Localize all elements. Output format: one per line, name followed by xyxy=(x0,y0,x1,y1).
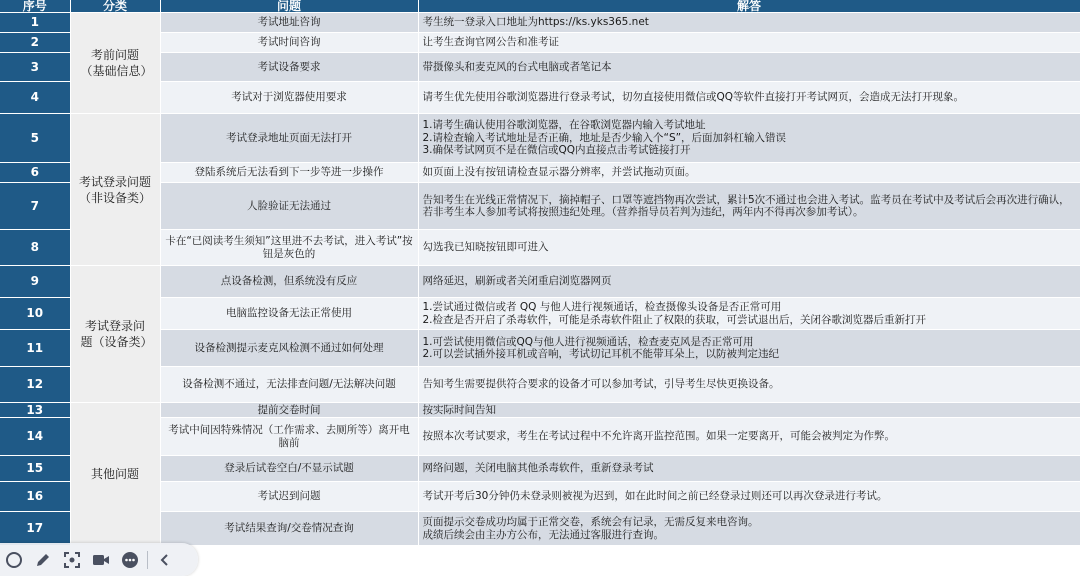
answer-cell: 按照本次考试要求，考生在考试过程中不允许离开监控范围。如果一定要离开，可能会被判定为作弊。 xyxy=(418,418,1080,456)
question-cell: 卡在“已阅读考生须知”这里进不去考试，进入考试”按钮是灰色的 xyxy=(160,230,418,266)
category-cell: 考试登录问题（设备类） xyxy=(70,266,160,403)
answer-cell: 页面提示交卷成功均属于正常交卷，系统会有记录，无需反复来电咨询。 成绩后续会由主办方公布，无法通过客服进行查询。 xyxy=(418,512,1080,546)
circle-icon[interactable] xyxy=(2,548,26,572)
row-number: 3 xyxy=(0,53,70,82)
answer-cell: 网络延迟，刷新或者关闭重启浏览器网页 xyxy=(418,266,1080,298)
answer-cell: 按实际时间告知 xyxy=(418,403,1080,418)
toolbar-divider xyxy=(147,551,148,569)
category-cell: 考前问题（基础信息） xyxy=(70,13,160,114)
table-row xyxy=(0,512,1080,546)
row-number: 1 xyxy=(0,13,70,33)
table-row xyxy=(0,230,1080,266)
question-cell: 设备检测不通过，无法排查问题/无法解决问题 xyxy=(160,367,418,403)
answer-cell: 告知考生需要提供符合要求的设备才可以参加考试，引导考生尽快更换设备。 xyxy=(418,367,1080,403)
answer-cell: 请考生优先使用谷歌浏览器进行登录考试，切勿直接使用微信或QQ等软件直接打开考试网页，会造成无法打开现象。 xyxy=(418,82,1080,114)
pen-icon[interactable] xyxy=(31,548,55,572)
answer-cell: 1.可尝试使用微信或QQ与他人进行视频通话，检查麦克风是否正常可用 2.可以尝试插外接耳机或音响，考试切记耳机不能带耳朵上，以防被判定违纪 xyxy=(418,330,1080,367)
question-cell: 考试时间咨询 xyxy=(160,33,418,53)
question-cell: 登陆系统后无法看到下一步等进一步操作 xyxy=(160,163,418,183)
row-number: 8 xyxy=(0,230,70,266)
question-cell: 考试地址咨询 xyxy=(160,13,418,33)
row-number: 5 xyxy=(0,114,70,163)
table-row xyxy=(0,114,1080,163)
answer-cell: 告知考生在光线正常情况下，摘掉帽子、口罩等遮挡物再次尝试，累计5次不通过也会进入考试。监考员在考试中及考试后会再次进行确认，若非考生本人参加考试将按照违纪处理。（营养指导员若判为违纪，两年内不得再次参加考试）。 xyxy=(418,183,1080,230)
row-number: 12 xyxy=(0,367,70,403)
table-row xyxy=(0,13,1080,33)
table-row xyxy=(0,367,1080,403)
question-cell: 设备检测提示麦克风检测不通过如何处理 xyxy=(160,330,418,367)
table-row xyxy=(0,53,1080,82)
question-cell: 考试迟到问题 xyxy=(160,482,418,512)
table-row xyxy=(0,482,1080,512)
answer-cell: 让考生查询官网公告和准考证 xyxy=(418,33,1080,53)
question-cell: 登录后试卷空白/不显示试题 xyxy=(160,456,418,482)
table-row xyxy=(0,298,1080,330)
row-number: 11 xyxy=(0,330,70,367)
row-number: 6 xyxy=(0,163,70,183)
row-number: 17 xyxy=(0,512,70,546)
table-row xyxy=(0,183,1080,230)
header-num: 序号 xyxy=(0,0,70,13)
table-row xyxy=(0,33,1080,53)
table-row xyxy=(0,456,1080,482)
row-number: 15 xyxy=(0,456,70,482)
screenshot-icon[interactable] xyxy=(60,548,84,572)
collapse-icon[interactable] xyxy=(153,548,177,572)
category-cell: 其他问题 xyxy=(70,403,160,546)
row-number: 10 xyxy=(0,298,70,330)
category-cell: 考试登录问题（非设备类） xyxy=(70,114,160,266)
question-cell: 考试登录地址页面无法打开 xyxy=(160,114,418,163)
answer-cell: 如页面上没有按钮请检查显示器分辨率，并尝试拖动页面。 xyxy=(418,163,1080,183)
row-number: 7 xyxy=(0,183,70,230)
row-number: 13 xyxy=(0,403,70,418)
more-icon[interactable] xyxy=(118,548,142,572)
question-cell: 点设备检测，但系统没有反应 xyxy=(160,266,418,298)
floating-toolbar xyxy=(0,543,198,576)
header-row xyxy=(0,0,1080,13)
table-row xyxy=(0,330,1080,367)
question-cell: 考试设备要求 xyxy=(160,53,418,82)
question-cell: 考试结果查询/交卷情况查询 xyxy=(160,512,418,546)
answer-cell: 网络问题，关闭电脑其他杀毒软件，重新登录考试 xyxy=(418,456,1080,482)
header-category: 分类 xyxy=(70,0,160,13)
table-row xyxy=(0,418,1080,456)
question-cell: 考试中间因特殊情况（工作需求、去厕所等）离开电脑前 xyxy=(160,418,418,456)
answer-cell: 考试开考后30分钟仍未登录则被视为迟到，如在此时间之前已经登录过则还可以再次登录进行考试。 xyxy=(418,482,1080,512)
row-number: 16 xyxy=(0,482,70,512)
table-row xyxy=(0,403,1080,418)
answer-cell: 考生统一登录入口地址为https://ks.yks365.net xyxy=(418,13,1080,33)
row-number: 2 xyxy=(0,33,70,53)
answer-cell: 1.请考生确认使用谷歌浏览器，在谷歌浏览器内输入考试地址 2.请检查输入考试地址是否正确，地址是否少输入个“S”，后面加斜杠输入错误 3.确保考试网页不是在微信或QQ内直接点击考试链接打开 xyxy=(418,114,1080,163)
row-number: 9 xyxy=(0,266,70,298)
row-number: 4 xyxy=(0,82,70,114)
table-row xyxy=(0,163,1080,183)
answer-cell: 带摄像头和麦克风的台式电脑或者笔记本 xyxy=(418,53,1080,82)
question-cell: 考试对于浏览器使用要求 xyxy=(160,82,418,114)
header-question: 问题 xyxy=(160,0,418,13)
question-cell: 电脑监控设备无法正常使用 xyxy=(160,298,418,330)
table-row xyxy=(0,266,1080,298)
header-answer: 解答 xyxy=(418,0,1080,13)
camera-icon[interactable] xyxy=(89,548,113,572)
row-number: 14 xyxy=(0,418,70,456)
answer-cell: 勾选我已知晓按钮即可进入 xyxy=(418,230,1080,266)
question-cell: 提前交卷时间 xyxy=(160,403,418,418)
table-row xyxy=(0,82,1080,114)
answer-cell: 1.尝试通过微信或者 QQ 与他人进行视频通话，检查摄像头设备是否正常可用 2.检查是否开启了杀毒软件，可能是杀毒软件阻止了权限的获取，可尝试退出后，关闭谷歌浏览器后重新打开 xyxy=(418,298,1080,330)
question-cell: 人脸验证无法通过 xyxy=(160,183,418,230)
